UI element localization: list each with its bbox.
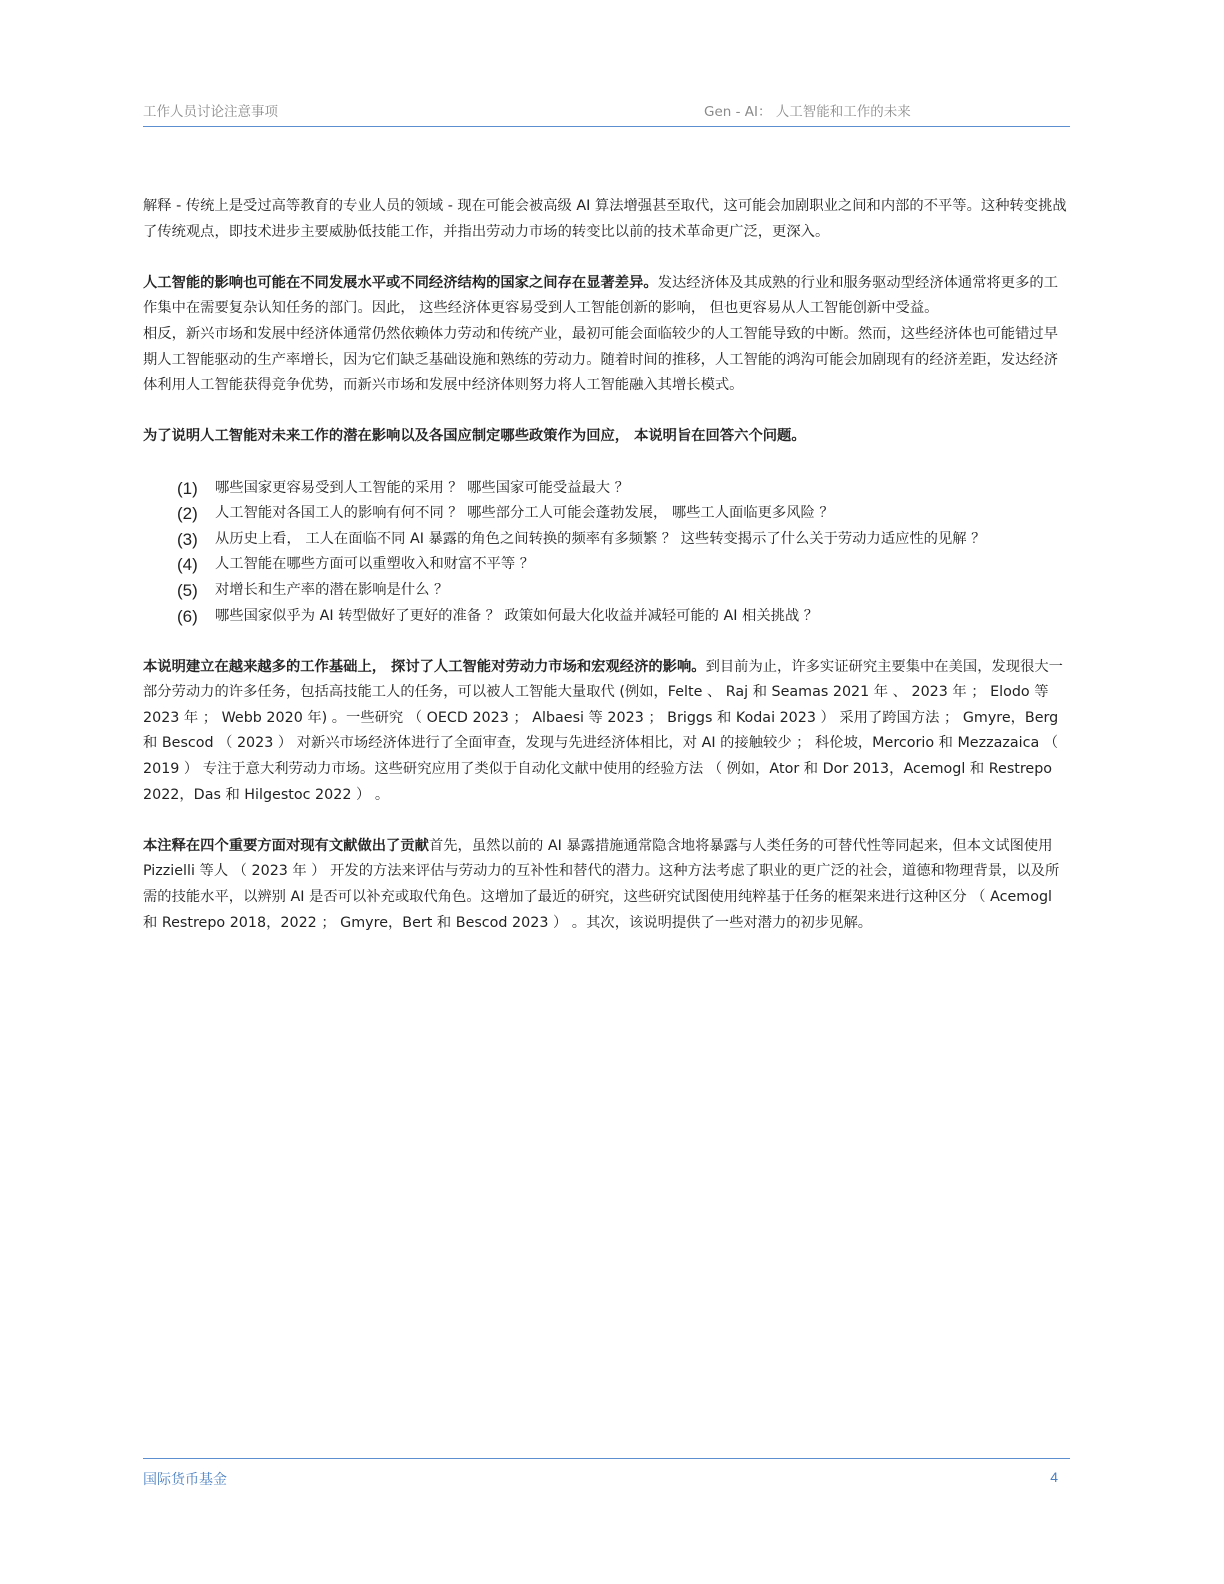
header-document-title: Gen - AI： 人工智能和工作的未来	[704, 104, 911, 120]
list-item	[143, 604, 1068, 630]
list-item-text: 从历史上看， 工人在面临不同 AI 暴露的角色之间转换的频率有多频繁 ？ 这些转变揭示了什么关于劳动力适应性的见解 ？	[215, 530, 986, 547]
list-item	[143, 578, 1068, 604]
list-item-number: (6)	[177, 606, 198, 626]
paragraph-6	[143, 834, 1068, 936]
list-item-text: 人工智能在哪些方面可以重塑收入和财富不平等 ？	[215, 556, 535, 573]
list-item	[143, 552, 1068, 578]
list-item	[143, 501, 1068, 527]
paragraph-5-lead: 本说明建立在越来越多的工作基础上， 探讨了人工智能对劳动力市场和宏观经济的影响。	[143, 658, 706, 675]
paragraph-6-lead: 本注释在四个重要方面对现有文献做出了贡献	[143, 837, 429, 854]
paragraph-3: 相反，新兴市场和发展中经济体通常仍然依赖体力劳动和传统产业，最初可能会面临较少的人工智能导致的中断。然而，这些经济体也可能错过早期人工智能驱动的生产率增长，因为它们缺乏基础设施和熟练的劳动力。随着时间的推移，人工智能的鸿沟可能会加剧现有的经济差距，发达经济体利用人工智能获得竞争优势，而新兴市场和发展中经济体则努力将人工智能融入其增长模式。	[143, 325, 1058, 394]
list-item	[143, 476, 1068, 502]
question-list	[143, 476, 1068, 630]
list-item-text: 人工智能对各国工人的影响有何不同 ？ 哪些部分工人可能会蓬勃发展， 哪些工人面临更多风险 ？	[215, 505, 834, 522]
list-item-number: (2)	[177, 504, 198, 524]
header-series-title: 工作人员讨论注意事项	[143, 104, 278, 120]
list-item	[143, 527, 1068, 553]
paragraph-2-body: 发达经济体及其成熟的行业和服务驱动型经济体通常将更多的工作集中在需要复杂认知任务的部门。因此， 这些经济体更容易受到人工智能创新的影响， 但也更容易从人工智能创新中受益。	[143, 274, 1058, 317]
list-item-number: (5)	[177, 580, 198, 600]
list-item-text: 哪些国家更容易受到人工智能的采用 ？ 哪些国家可能受益最大 ？	[215, 479, 629, 496]
paragraph-5-body: 到目前为止，许多实证研究主要集中在美国，发现很大一部分劳动力的许多任务，包括高技能工人的任务，可以被人工智能大量取代 (例如，Felte 、 Raj 和 Seamas 2021 年 、 2023 年 ； Elodo 等 2023 年 ； Webb 2020 年) 。一些研究 （ OECD 2023 ； Albaesi 等 2023 ； Briggs 和 Kodai 2023 ） 采用了跨国方法 ； Gmyre，Berg 和 Bescod （ 2023 ） 对新兴市场经济体进行了全面审查，发现与先进经济体相比，对 AI 的接触较少 ； 科伦坡，Mercorio 和 Mezzazaica （ 2019 ） 专注于意大利劳动力市场。这些研究应用了类似于自动化文献中使用的经验方法 （ 例如，Ator 和 Dor 2013，Acemogl 和 Restrepo 2022，Das 和 Hilgestoc 2022 ） 。	[143, 658, 1063, 803]
paragraph-1: 解释 - 传统上是受过高等教育的专业人员的领域 - 现在可能会被高级 AI 算法增强甚至取代，这可能会加剧职业之间和内部的不平等。这种转变挑战了传统观点，即技术进步主要威胁低技能工作，并指出劳动力市场的转变比以前的技术革命更广泛，更深入。	[143, 198, 1067, 240]
page-header	[143, 98, 1070, 127]
page-number: 4	[1050, 1469, 1058, 1485]
paragraph-6-body: 首先，虽然以前的 AI 暴露措施通常隐含地将暴露与人类任务的可替代性等同起来，但本文试图使用 Pizzielli 等人 （ 2023 年 ） 开发的方法来评估与劳动力的互补性和替代的潜力。这种方法考虑了职业的更广泛的社会，道德和物理背景，以及所需的技能水平，以辨别 AI 是否可以补充或取代角色。这增加了最近的研究，这些研究试图使用纯粹基于任务的框架来进行这种区分 （ Acemogl 和 Restrepo 2018，2022 ； Gmyre，Bert 和 Bescod 2023 ） 。其次，该说明提供了一些对潜力的初步见解。	[143, 837, 1060, 931]
list-item-number: (3)	[177, 529, 198, 549]
list-item-number: (4)	[177, 555, 198, 575]
paragraph-2	[143, 271, 1068, 322]
list-item-text: 哪些国家似乎为 AI 转型做好了更好的准备 ？ 政策如何最大化收益并减轻可能的 AI 相关挑战 ？	[215, 607, 819, 624]
paragraph-4: 为了说明人工智能对未来工作的潜在影响以及各国应制定哪些政策作为回应， 本说明旨在回答六个问题。	[143, 428, 806, 445]
footer-organization: 国际货币基金	[143, 1472, 227, 1488]
main-content	[143, 194, 1068, 936]
paragraph-5	[143, 655, 1068, 809]
paragraph-2-lead: 人工智能的影响也可能在不同发展水平或不同经济结构的国家之间存在显著差异。	[143, 274, 658, 291]
list-item-number: (1)	[177, 478, 198, 498]
page-footer	[143, 1458, 1070, 1488]
list-item-text: 对增长和生产率的潜在影响是什么 ？	[215, 581, 449, 598]
